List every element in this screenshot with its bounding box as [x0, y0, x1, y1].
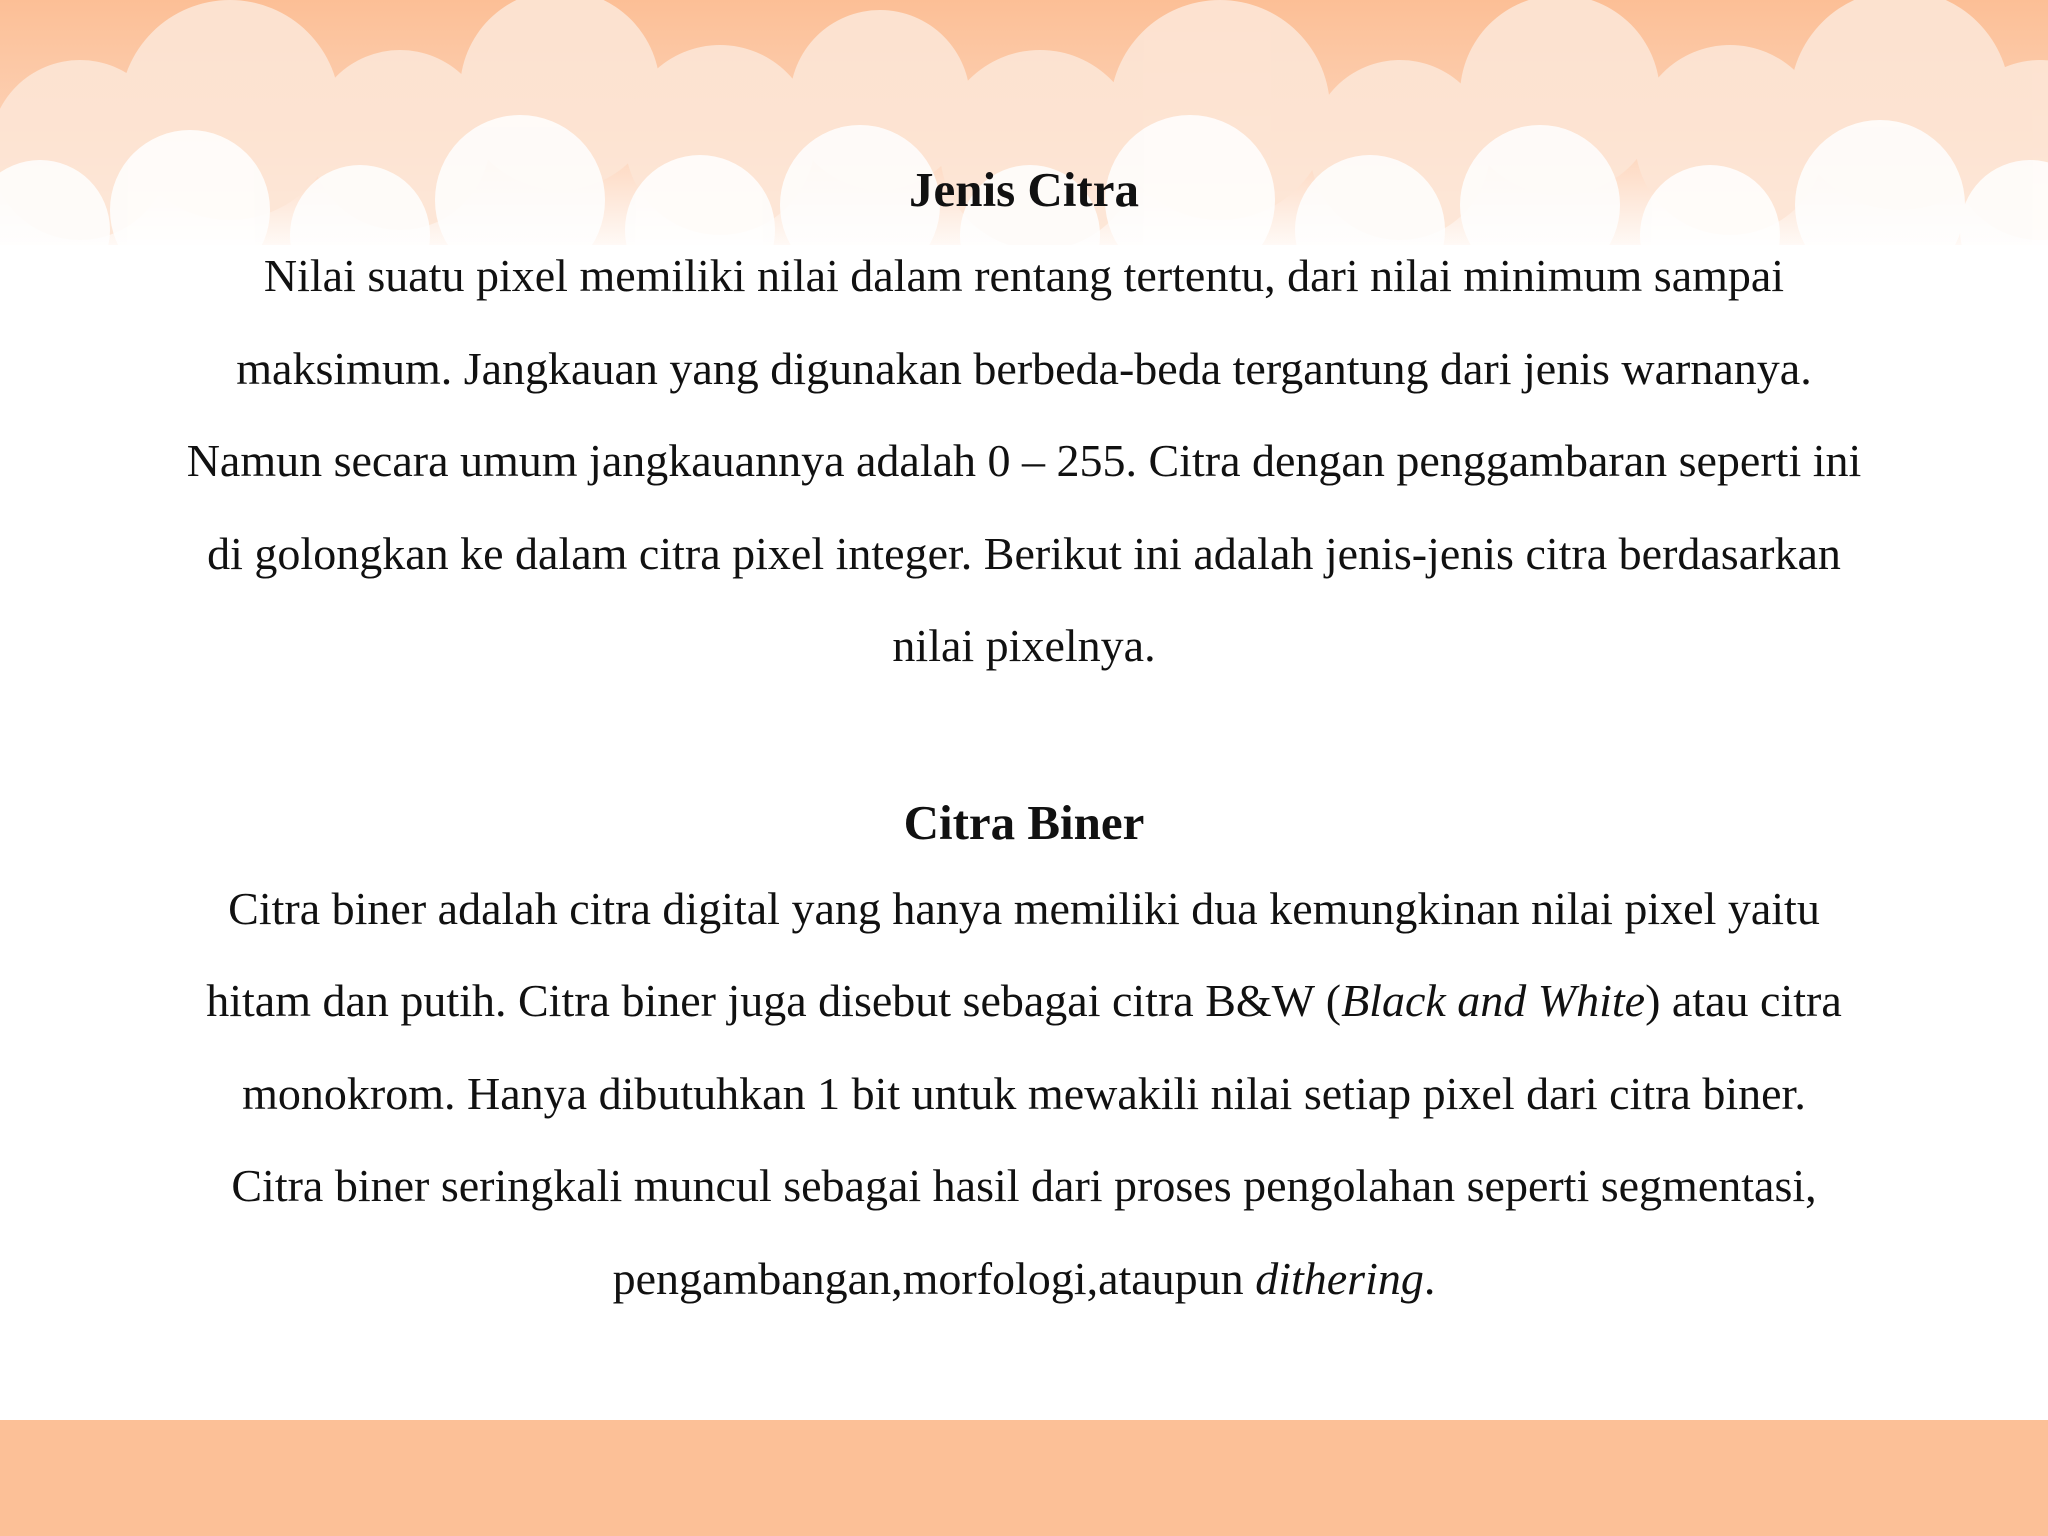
- paragraph-citra-biner: [74, 863, 1974, 1326]
- italic-term: Black and White: [1341, 975, 1646, 1026]
- footer-band: [0, 1420, 2048, 1536]
- paragraph-line: nilai pixelnya.: [892, 620, 1156, 671]
- slide-content: [0, 150, 2048, 1325]
- paragraph-line: Citra biner seringkali muncul sebagai hasil dari proses pengolahan seperti segmentasi,: [231, 1160, 1817, 1211]
- section-title-jenis-citra: Jenis Citra: [909, 162, 1139, 217]
- paragraph-line: monokrom. Hanya dibutuhkan 1 bit untuk mewakili nilai setiap pixel dari citra biner.: [242, 1067, 1806, 1119]
- text-run: pengambangan,morfologi,ataupun: [612, 1252, 1256, 1304]
- paragraph-line: [74, 955, 1974, 1048]
- text-run: ) atau citra: [1645, 975, 1842, 1026]
- paragraph-line: di golongkan ke dalam citra pixel integer. Berikut ini adalah jenis-jenis citra berdasarkan: [207, 527, 1841, 579]
- paragraph-line: Citra biner adalah citra digital yang hanya memiliki dua kemungkinan nilai pixel yaitu: [228, 882, 1820, 934]
- paragraph-line: Nilai suatu pixel memiliki nilai dalam rentang tertentu, dari nilai minimum sampai: [263, 250, 1785, 301]
- italic-term: dithering: [1255, 1252, 1424, 1304]
- paragraph-line: Namun secara umum jangkauannya adalah 0 – 255. Citra dengan penggambaran seperti ini: [186, 435, 1862, 486]
- text-run: .: [1423, 1252, 1436, 1304]
- paragraph-jenis-citra: [74, 230, 1974, 693]
- section-title-citra-biner: Citra Biner: [903, 794, 1145, 850]
- paragraph-line: maksimum. Jangkauan yang digunakan berbeda-beda tergantung dari jenis warnanya.: [236, 342, 1812, 394]
- paragraph-line: [74, 1233, 1974, 1326]
- text-run: hitam dan putih. Citra biner juga disebut sebagai citra B&W (: [206, 975, 1342, 1026]
